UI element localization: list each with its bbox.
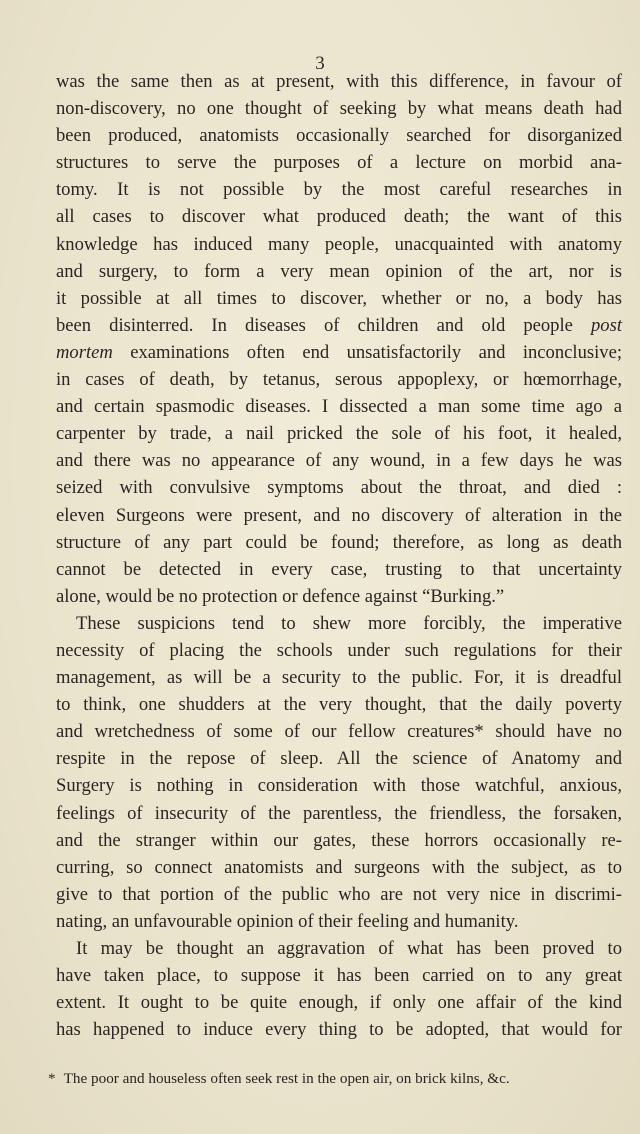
line-text: management, as will be a security to the public. For, it is dreadful [56, 667, 622, 689]
text-line [56, 149, 622, 176]
text-line [56, 122, 622, 149]
line-text: and the stranger within our gates, these horrors occasionally re- [56, 829, 622, 851]
text-line [56, 95, 622, 122]
line-text: it possible at all times to discover, whether or no, a body has [56, 287, 622, 309]
line-text: carpenter by trade, a nail pricked the sole of his foot, it healed, [56, 423, 622, 445]
italic-word: mortem [56, 341, 113, 363]
footnote-mark: * [48, 1070, 56, 1087]
line-text: and certain spasmodic diseases. I dissected a man some time ago a [56, 396, 622, 418]
text-line [56, 393, 622, 420]
text-line [56, 827, 622, 854]
italic-word: post [591, 314, 622, 336]
text-line [56, 339, 622, 366]
line-text: tomy. It is not possible by the most careful researches in [56, 179, 622, 201]
line-text: respite in the repose of sleep. All the science of Anatomy and [56, 748, 622, 770]
text-line [56, 68, 622, 95]
text-line [56, 529, 622, 556]
text-line [56, 610, 622, 637]
text-line [56, 962, 622, 989]
text-line [56, 474, 622, 501]
line-text: curring, so connect anatomists and surgeons with the subject, as to [56, 856, 622, 878]
line-text: give to that portion of the public who are not very nice in discrimi- [56, 883, 622, 905]
line-text: examinations often end unsatisfactorily and inconclusive; [112, 341, 622, 363]
line-text: in cases of death, by tetanus, serous appoplexy, or hœmorrhage, [56, 369, 622, 391]
line-text: eleven Surgeons were present, and no discovery of alteration in the [56, 504, 622, 526]
text-line [56, 583, 622, 610]
line-text: been disinterred. In diseases of children and old people [56, 314, 573, 336]
line-text: alone, would be no protection or defence against “Burking.” [56, 585, 505, 607]
text-line [56, 881, 622, 908]
text-line [56, 285, 622, 312]
line-text: seized with convulsive symptoms about the throat, and died : [56, 477, 622, 499]
line-text: These suspicions tend to shew more forcibly, the imperative [76, 612, 622, 634]
text-line [56, 854, 622, 881]
line-text: have taken place, to suppose it has been carried on to any great [56, 965, 622, 987]
line-text: been produced, anatomists occasionally searched for disorganized [56, 125, 622, 147]
line-text: to think, one shudders at the very thought, that the daily poverty [56, 694, 622, 716]
line-text: extent. It ought to be quite enough, if only one affair of the kind [56, 992, 622, 1014]
line-text: necessity of placing the schools under such regulations for their [56, 639, 622, 661]
text-line [56, 989, 622, 1016]
text-line [56, 312, 622, 339]
line-text: feelings of insecurity of the parentless, the friendless, the forsaken, [56, 802, 622, 824]
line-text: structure of any part could be found; therefore, as long as death [56, 531, 622, 553]
line-text: Surgery is nothing in consideration with those watchful, anxious, [56, 775, 622, 797]
text-line [56, 420, 622, 447]
line-text: and wretchedness of some of our fellow creatures* should have no [56, 721, 622, 743]
text-line [56, 718, 622, 745]
text-line [56, 203, 622, 230]
line-text: has happened to induce every thing to be adopted, that would for [56, 1019, 622, 1041]
text-line [56, 772, 622, 799]
footnote [48, 1070, 624, 1088]
text-line [56, 556, 622, 583]
footnote-text: The poor and houseless often seek rest in the open air, on brick kilns, &c. [63, 1070, 510, 1087]
text-line [56, 447, 622, 474]
text-line [56, 231, 622, 258]
line-text: all cases to discover what produced death; the want of this [56, 206, 622, 228]
text-line [56, 502, 622, 529]
line-text: non-discovery, no one thought of seeking by what means death had [56, 98, 622, 120]
text-line [56, 637, 622, 664]
text-line [56, 691, 622, 718]
text-line [56, 935, 622, 962]
line-text: cannot be detected in every case, trusting to that uncertainty [56, 558, 622, 580]
text-line [56, 258, 622, 285]
line-text: knowledge has induced many people, unacquainted with anatomy [56, 233, 622, 255]
text-line [56, 1016, 622, 1043]
text-line [56, 176, 622, 203]
page-number: 3 [315, 53, 325, 74]
line-text: nating, an unfavourable opinion of their feeling and humanity. [56, 910, 519, 932]
line-text: was the same then as at present, with this difference, in favour of [56, 71, 622, 92]
line-text: structures to serve the purposes of a lecture on morbid ana- [56, 152, 622, 174]
text-line [56, 908, 622, 935]
line-text: and there was no appearance of any wound, in a few days he was [56, 450, 622, 472]
text-line [56, 664, 622, 691]
line-text: It may be thought an aggravation of what has been proved to [76, 938, 622, 959]
text-line [56, 800, 622, 827]
body-text [56, 68, 622, 1043]
text-line [56, 366, 622, 393]
text-line [56, 745, 622, 772]
line-text: and surgery, to form a very mean opinion of the art, nor is [56, 260, 622, 282]
